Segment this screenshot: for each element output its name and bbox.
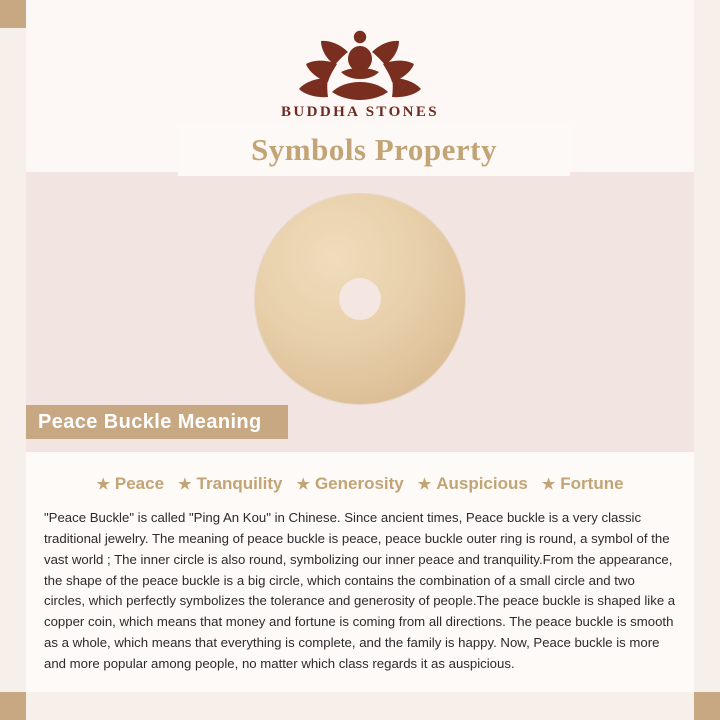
peace-buckle-disc-icon [255,194,465,404]
brand-name: BUDDHA STONES [280,104,440,120]
corner-decoration-top-left [0,0,26,26]
brand-logo [26,22,694,121]
list-item [96,474,164,494]
list-item [542,474,624,494]
keyword-label: Fortune [560,474,624,493]
bottom-frame-inner [26,692,694,720]
star-icon: ★ [541,476,556,493]
lotus-meditation-icon [285,22,435,100]
list-item [418,474,528,494]
description-panel [26,452,694,692]
star-icon: ★ [417,476,432,493]
page-title-text: Symbols Property [251,132,497,167]
star-icon: ★ [296,476,310,493]
keyword-list [26,452,694,494]
star-icon: ★ [178,476,192,493]
star-icon: ★ [96,476,110,493]
list-item [178,474,282,494]
section-ribbon [26,405,288,439]
disc-center-hole [339,278,381,320]
keyword-label: Tranquility [196,474,283,493]
list-item [296,474,403,494]
keyword-label: Peace [114,474,165,493]
page-title [178,124,570,176]
keyword-label: Auspicious [436,474,528,493]
section-ribbon-label: Peace Buckle Meaning [38,410,262,433]
description-text: "Peace Buckle" is called "Ping An Kou" in Chinese. Since ancient times, Peace buckle is a very classic traditional jewelry. The meaning of peace buckle is peace, peace buckle outer ring is round, a symbol of the vast world ; The inner circle is also round, symbolizing our inner peace and tranquility.From the appearance, the shape of the peace buckle is a big circle, which contains the combination of a small circle and two circles, which perfectly symbolizes the tolerance and generosity of people.The peace buckle is shaped like a copper coin, which means that money and fortune is coming from all directions. The peace buckle is smooth as a whole, which means that everything is complete, and the family is happy. Now, Peace buckle is more and more popular among people, no matter which class regards it as auspicious. [44,510,676,672]
keyword-label: Generosity [314,474,404,493]
product-image [26,194,694,404]
